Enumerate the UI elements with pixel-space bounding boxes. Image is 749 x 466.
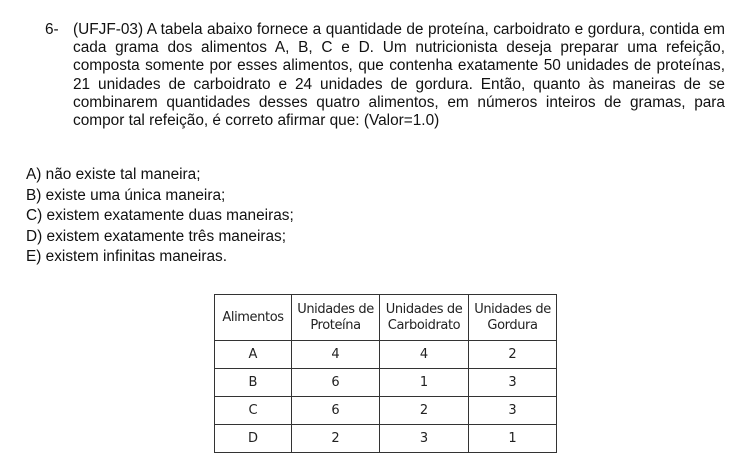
table-row — [215, 369, 557, 397]
table-cell: 4 — [292, 341, 380, 369]
table-cell: 2 — [469, 341, 557, 369]
option-b: B) existe uma única maneira; — [26, 186, 226, 204]
table-cell: 1 — [380, 369, 469, 397]
option-e: E) existem infinitas maneiras. — [26, 248, 228, 266]
table-cell: 2 — [380, 397, 469, 425]
option-d: D) existem exatamente três maneiras; — [26, 227, 287, 245]
table-cell: 4 — [380, 341, 469, 369]
header-gordura — [469, 295, 557, 341]
table-row — [215, 425, 557, 453]
table-cell: 3 — [380, 425, 469, 453]
option-c: C) existem exatamente duas maneiras; — [26, 207, 294, 225]
header-alimentos — [215, 295, 292, 341]
nutrition-table — [214, 294, 557, 453]
table-cell: A — [215, 341, 292, 369]
table-cell: B — [215, 369, 292, 397]
table-cell: 2 — [292, 425, 380, 453]
question-number: 6- — [45, 21, 59, 38]
header-line-2: Gordura — [487, 317, 538, 333]
table-cell: C — [215, 397, 292, 425]
question-block — [45, 21, 725, 130]
option-a: A) não existe tal maneira; — [26, 166, 201, 183]
header-carboidrato — [380, 295, 469, 341]
header-proteina — [292, 295, 380, 341]
table-cell: 3 — [469, 397, 557, 425]
header-line-1: Unidades de — [385, 301, 463, 317]
header-alimentos-label: Alimentos — [222, 309, 284, 325]
table-cell: 6 — [292, 397, 380, 425]
table-cell: 3 — [469, 369, 557, 397]
table-row — [215, 397, 557, 425]
question-text: (UFJF-03) A tabela abaixo fornece a quantidade de proteína, carboidrato e gordura, contida em cada grama dos alimentos A, B, C e D. Um nutricionista deseja preparar uma refeição, composta somente por esses alimentos, que contenha exatamente 50 unidades de proteínas, 21 unidades de carboidrato e 24 unidades de gordura. Então, quanto às maneiras de se combinarem quantidades desses quatro alimentos, em números inteiros de gramas, para compor tal refeição, é correto afirmar que: (Valor=1.0) — [73, 21, 725, 130]
table-cell: D — [215, 425, 292, 453]
table-header-row — [215, 295, 557, 341]
table-cell: 1 — [469, 425, 557, 453]
header-line-2: Proteína — [310, 317, 361, 333]
table-cell: 6 — [292, 369, 380, 397]
header-line-1: Unidades de — [474, 301, 551, 317]
header-line-1: Unidades de — [297, 301, 374, 317]
answer-options — [26, 165, 294, 268]
table-row — [215, 341, 557, 369]
header-line-2: Carboidrato — [387, 317, 461, 333]
